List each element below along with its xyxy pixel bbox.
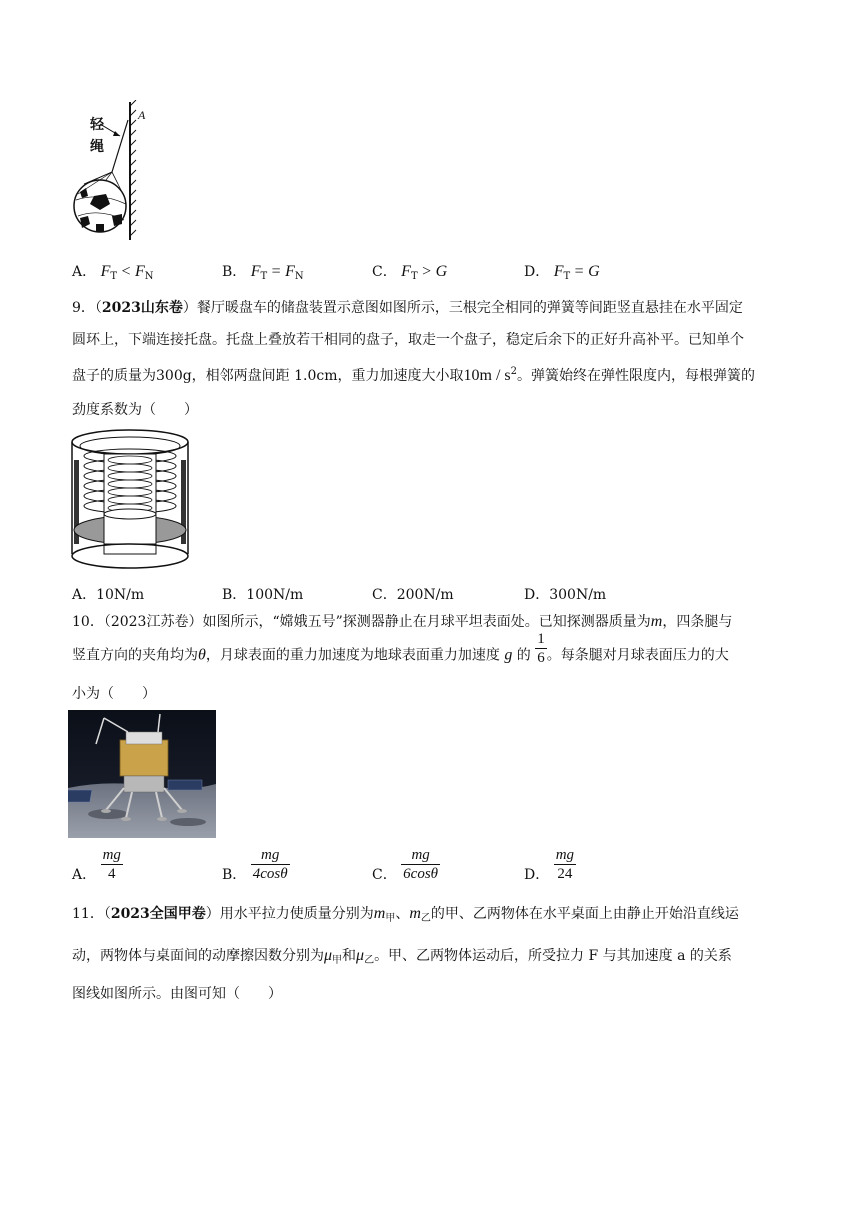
q9-line-2: 圆环上，下端连接托盘。托盘上叠放若干相同的盘子，取走一个盘子，稳定后余下的正好升高补平。已知单个 bbox=[72, 332, 744, 348]
change5-lander-photo bbox=[68, 710, 216, 838]
figure-label-rope: 绳 bbox=[90, 139, 104, 155]
football-wall-figure bbox=[72, 100, 164, 242]
one-sixth-fraction: $\frac{1}{6}$ bbox=[537, 631, 545, 666]
q9-option-b[interactable]: B．100N/m bbox=[222, 587, 304, 603]
plate-warmer-figure bbox=[68, 426, 192, 576]
plate-warmer-drawing bbox=[68, 426, 192, 576]
q8-option-a[interactable]: A． $F_T < F_N$ bbox=[72, 263, 154, 282]
figure-label-A: A bbox=[138, 108, 146, 122]
lander-drawing bbox=[68, 710, 216, 838]
q8-option-d[interactable]: D． $F_T = G$ bbox=[524, 263, 600, 282]
q8-options bbox=[72, 262, 792, 286]
football-wall-drawing bbox=[72, 100, 164, 242]
q9-line-3: 盘子的质量为300g，相邻两盘间距 1.0cm，重力加速度大小取$10m / s^2$。弹簧始终在弹性限度内，每根弹簧的 bbox=[72, 366, 756, 384]
q9-option-d[interactable]: D．300N/m bbox=[524, 587, 607, 603]
q9-source: 2023山东卷 bbox=[101, 300, 183, 316]
q11-line-2: 动，两物体与桌面间的动摩擦因数分别为$\mu_甲$和$\mu_乙$。甲、乙两物体运动后，所受拉力 F 与其加速度 a 的关系 bbox=[72, 947, 732, 966]
q10-option-c[interactable]: C． $\frac{mg}{6\cos\theta}$ bbox=[372, 847, 439, 883]
q10-option-d[interactable]: D． $\frac{mg}{24}$ bbox=[524, 847, 575, 883]
q10-option-a[interactable]: A． $\frac{mg}{4}$ bbox=[72, 847, 121, 883]
q10-option-b[interactable]: B． $\frac{mg}{4\cos\theta}$ bbox=[222, 847, 288, 883]
figure-label-light: 轻 bbox=[90, 117, 104, 133]
q9-line-1: 9．（2023山东卷）餐厅暖盘车的储盘装置示意图如图所示，三根完全相同的弹簧等间距竖直悬挂在水平固定 bbox=[72, 300, 743, 316]
q8-option-b[interactable]: B． $F_T = F_N$ bbox=[222, 263, 304, 282]
q11-source: 2023全国甲卷 bbox=[110, 906, 206, 922]
q11-line-3: 图线如图所示。由图可知（ ） bbox=[72, 986, 282, 1002]
q9-option-a[interactable]: A．10N/m bbox=[72, 587, 145, 603]
q11-line-1: 11．（2023全国甲卷）用水平拉力使质量分别为$m_甲$、$m_乙$的甲、乙两物体在水平桌面上由静止开始沿直线运 bbox=[72, 905, 739, 924]
q10-line-1: 10．（2023江苏卷）如图所示，“嫦娥五号”探测器静止在月球平坦表面处。已知探测器质量为m，四条腿与 bbox=[72, 613, 733, 630]
q9-option-c[interactable]: C．200N/m bbox=[372, 587, 454, 603]
q8-option-c[interactable]: C． $F_T > G$ bbox=[372, 263, 448, 282]
q10-line-2: 竖直方向的夹角均为θ，月球表面的重力加速度为地球表面重力加速度 g 的 $\frac{1}{6}$ 。每条腿对月球表面压力的大 bbox=[72, 631, 729, 666]
q9-options bbox=[72, 585, 792, 607]
q9-line-4: 劲度系数为（ ） bbox=[72, 402, 198, 418]
q10-options bbox=[72, 846, 792, 890]
q10-line-3: 小为（ ） bbox=[72, 686, 156, 702]
